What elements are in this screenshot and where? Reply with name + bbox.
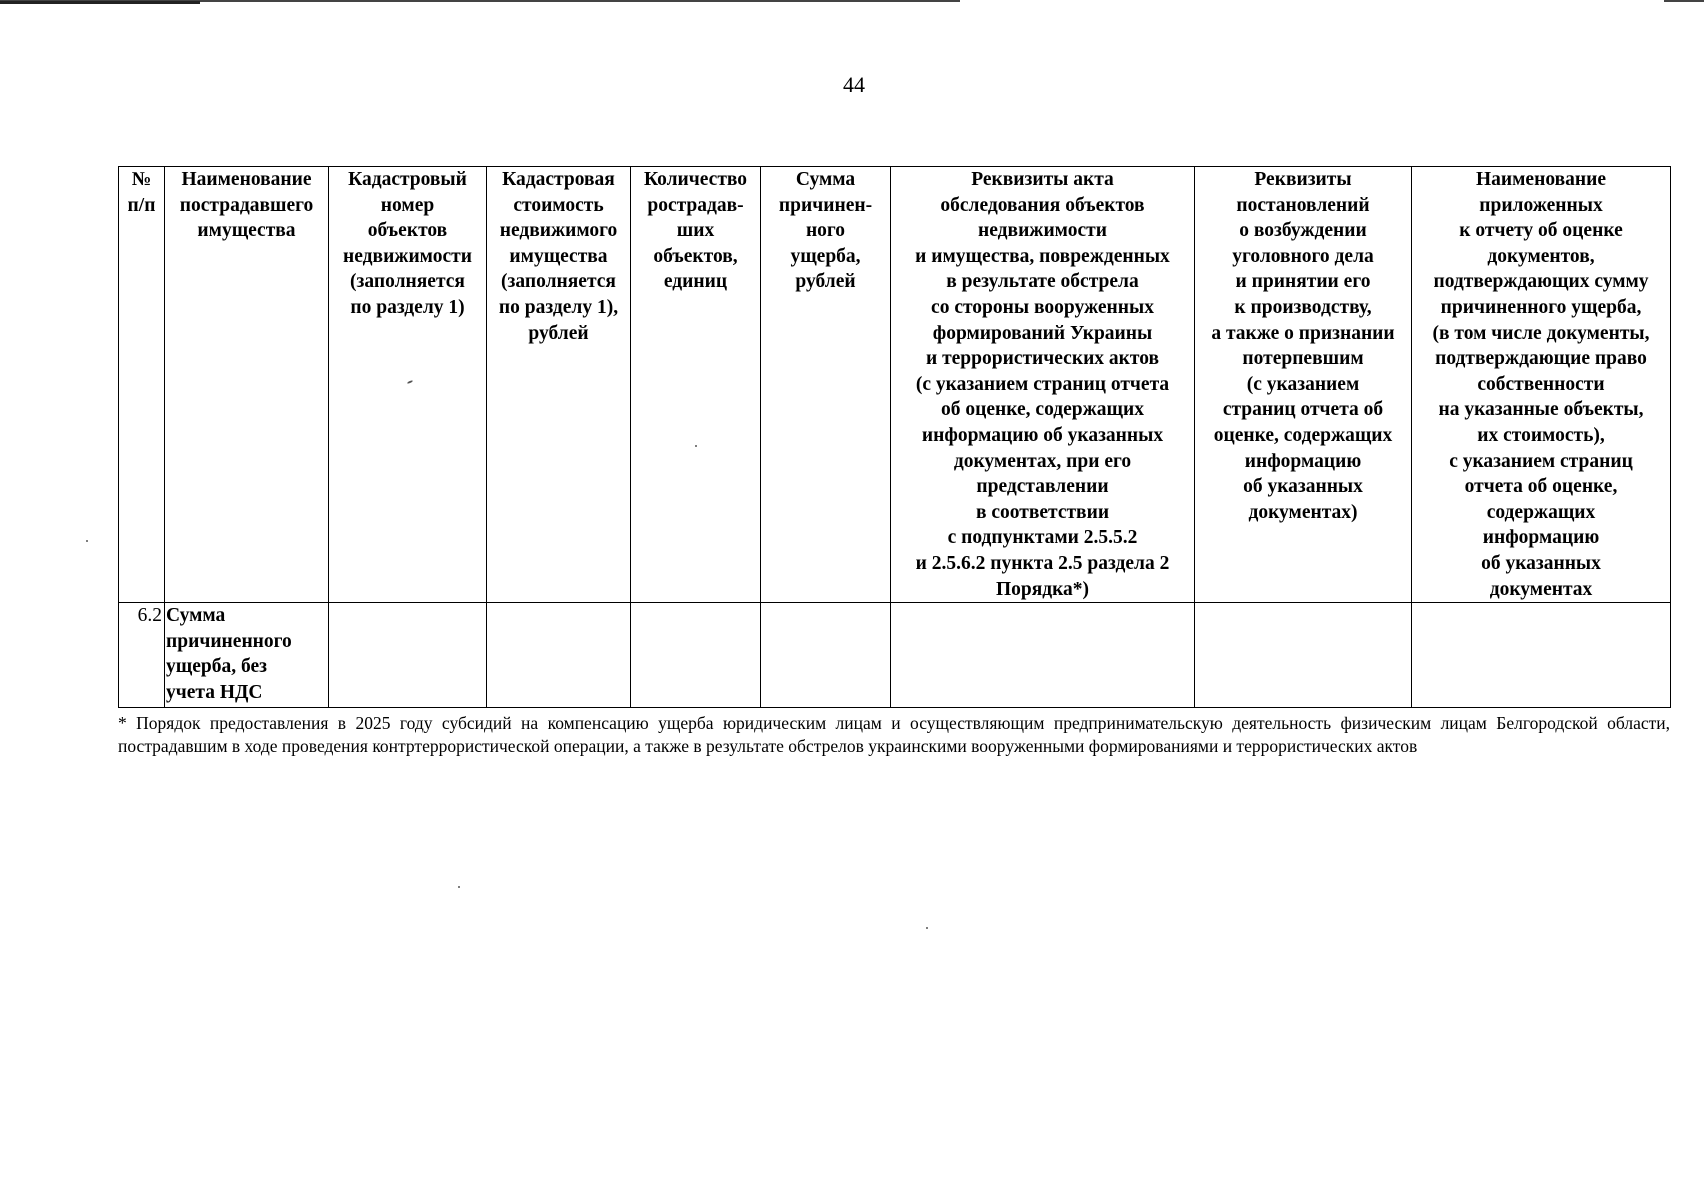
table-row <box>119 603 1671 708</box>
empty-cell <box>329 603 487 708</box>
footnote: * Порядок предоставления в 2025 году субсидий на компенсацию ущерба юридическим лицам и осуществляющим предпринимательскую деятельность физическим лицам Белгородской области, пострадавшим в ходе проведения контртеррористической операции, а также в результате обстрелов украинскими вооруженными формированиями и террористических актов <box>118 713 1670 756</box>
header-object-count: Количество pострадав- ших объектов, единиц <box>631 167 761 603</box>
damage-report-table <box>118 166 1671 708</box>
scan-speck <box>458 886 460 888</box>
empty-cell <box>891 603 1195 708</box>
empty-cell <box>761 603 891 708</box>
empty-cell <box>631 603 761 708</box>
empty-cell <box>1195 603 1412 708</box>
empty-cell <box>487 603 631 708</box>
header-attached-documents: Наименование приложенных к отчету об оценке документов, подтверждающих сумму причиненного ущерба, (в том числе документы, подтверждающие право собственности на указанные объекты, их стоимость), с указанием страниц отчета об оценке, содержащих информацию об указанных документах <box>1412 167 1671 603</box>
scan-speck <box>695 445 697 447</box>
header-inspection-act-details: Реквизиты акта обследования объектов недвижимости и имущества, поврежденных в результате обстрела со стороны вооруженных формирований Украины и террористических актов (с указанием страниц отчета об оценке, содержащих информацию об указанных документах, при его представлении в соответствии с подпунктами 2.5.5.2 и 2.5.6.2 пункта 2.5 раздела 2 Порядка*) <box>891 167 1195 603</box>
header-cadastral-number: Кадастровый номер объектов недвижимости (заполняется по разделу 1) <box>329 167 487 603</box>
header-criminal-case-details: Реквизиты постановлений о возбуждении уголовного дела и принятии его к производству, а также о признании потерпевшим (с указанием страниц отчета об оценке, содержащих информацию об указанных документах) <box>1195 167 1412 603</box>
header-damage-amount: Сумма причинен- ного ущерба, рублей <box>761 167 891 603</box>
row-name-cell: Сумма причиненного ущерба, без учета НДС <box>165 603 329 708</box>
scan-edge-top-left <box>0 0 960 2</box>
empty-cell <box>1412 603 1671 708</box>
scan-edge-top-right <box>1664 0 1704 2</box>
scan-speck <box>926 927 928 929</box>
scan-speck <box>86 540 88 542</box>
table-header-row <box>119 167 1671 603</box>
row-number-cell: 6.2 <box>119 603 165 708</box>
header-cadastral-value: Кадастровая стоимость недвижимого имущества (заполняется по разделу 1), рублей <box>487 167 631 603</box>
page-number: 44 <box>843 72 865 97</box>
header-row-number: № п/п <box>119 167 165 603</box>
header-property-name: Наименование пострадавшего имущества <box>165 167 329 603</box>
